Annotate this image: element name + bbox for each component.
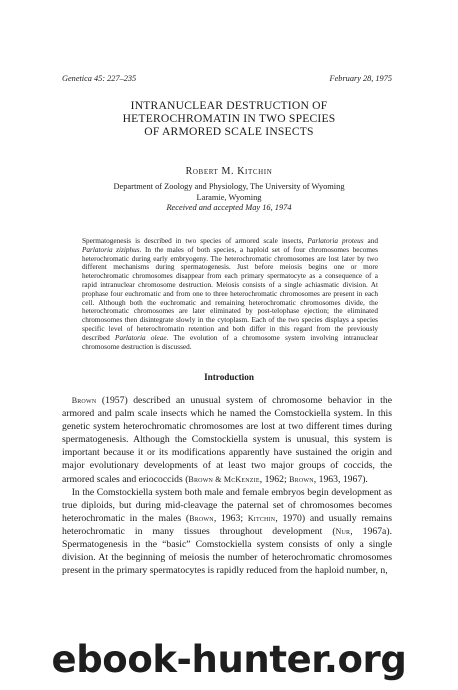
abstract-text: . The evolution of a chromosome system involving intranuclear chromosome destruction is discussed. [82,333,378,351]
affiliation-department: Department of Zoology and Physiology, The University of Wyoming [113,182,345,191]
cited-author: Nur [335,526,351,536]
body-text-run: In the Comstockiella system both male and female embryos begin development as true diploids, but during mid-cleavage the paternal set of chromosomes becomes heterochromatic in the males ( [62,486,392,524]
body-text [62,394,392,577]
title-line: INTRANUCLEAR DESTRUCTION OF [130,99,328,112]
cited-author: Brown [189,513,214,523]
abstract [82,237,378,351]
article-title [40,100,418,138]
cited-author: Kitchin [247,513,276,523]
body-text-run: (1957) described an unusual system of chromosome behavior in the armored and palm scale insects which he named the Comstockiella system. In this genetic system heterochromatic chromosomes are lost at two different times during spermatogenesis. Although the Comstockiella system is unusual, this system is important because it or its modifications apparently have sustained the origin and major evolutionary developments of at least two major groups of coccids, the armored scales and eriococcids ( [62,395,392,485]
cited-author: Brown [71,396,97,405]
author-affiliation [40,182,418,214]
body-text-run: , 1967a). Spermatogenesis in the “basic” Comstockiella system consists of only a single division. At the beginning of meiosis the number of heterochromatic chromosomes present in the primary spermatocytes is rapidly reduced from the haploid number, n, [62,525,392,577]
body-text-run: , 1963; [213,512,248,524]
body-text-run: , 1963, 1967). [313,473,368,485]
abstract-text: and [363,237,378,245]
author-name: Robert M. Kitchin [185,166,273,177]
body-text-run: , 1962; [259,473,290,485]
abstract-text: Spermatogenesis is described in two species of armored scale insects, [82,237,308,245]
cited-author: Brown [289,474,314,484]
body-paragraph [62,394,392,486]
section-heading: Introduction [204,372,254,382]
abstract-paragraph [82,237,378,351]
affiliation-location: Laramie, Wyoming [196,192,262,202]
received-date: Received and accepted May 16, 1974 [166,203,292,213]
species-name: Parlatoria ziziphus [82,245,140,254]
body-paragraph [62,486,392,578]
title-line: HETEROCHROMATIN IN TWO SPECIES [122,111,336,125]
journal-citation: Genetica 45: 227–235 [62,74,137,83]
title-line: OF ARMORED SCALE INSECTS [144,124,314,138]
cited-author: Brown & McKenzie [188,474,260,484]
publication-date: February 28, 1975 [329,74,392,83]
watermark-text: ebook-hunter.org [51,638,407,681]
species-name: Parlatoria proteus [307,237,364,245]
species-name: Parlatoria oleae [115,333,167,342]
body-text-run: , 1970) and usually remains heterochromatic in many tissues throughout development ( [62,512,392,537]
abstract-text: . In the males of both species, a haploid set of four chromosomes becomes heterochromatic during early embryogeny. The heterochromatic chromosomes are lost later by two different mechanisms during spermatogenesis. Just before meiosis begins one or more heterochromatic chromosomes disappear from each primary spermatocyte as a consequence of a rapid intranuclear chromosome destruction. Meiosis consists of a single achiasmatic division. At prophase four euchromatic and from one to three heterochromatic chromosomes are present in each cell. Although both the euchromatic and remaining heterochromatic chromosomes divide, the heterochromatic chromosomes are later eliminated by post-telophase ejection; the eliminated chromosomes then disintegrate slowly in the cytoplasm. Each of the two species displays a species specific level of heterochromatin retention and both differ in this regard from the previously described [82,245,379,342]
